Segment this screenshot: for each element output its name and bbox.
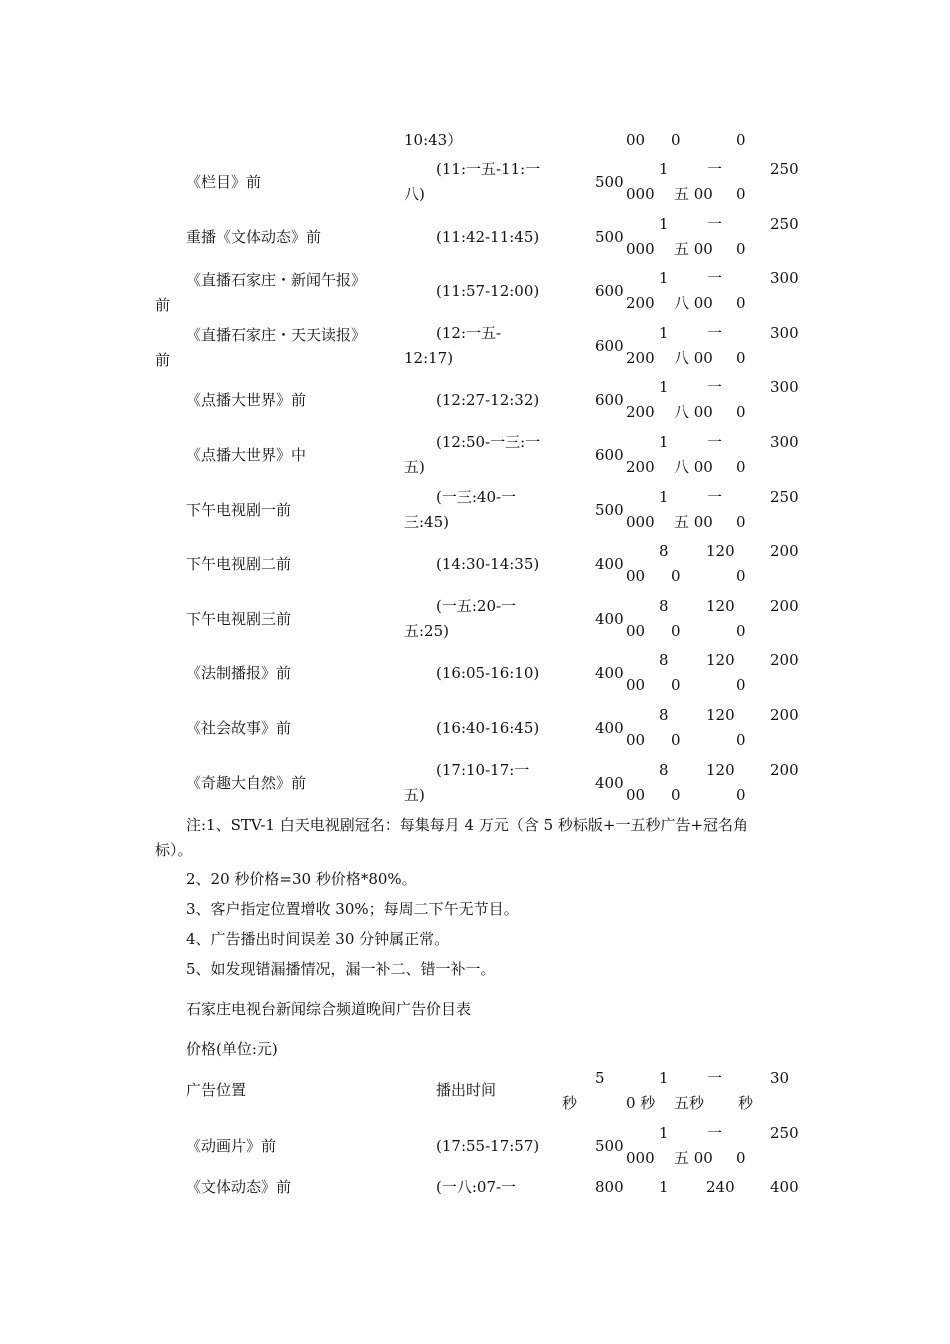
row-position: 《点播大世界》前 [186,391,307,409]
row-price-15s-top: 一 [707,324,723,342]
note-4: 4、广告播出时间误差 30 分钟属正常。 [186,930,450,948]
row-price-10s-top: 1 [659,215,669,233]
row-price-5s: 800 [595,1178,624,1196]
row-price-15s-bottom: 五 00 [674,513,713,531]
row-price-30s-top: 200 [770,542,799,560]
row-position: 下午电视剧一前 [186,501,292,519]
row-airtime: (17:55-17:57) [436,1137,540,1155]
row-airtime-cont: 五) [404,458,425,476]
row-price-5s: 600 [595,391,624,409]
row-price-30s-top: 250 [770,160,799,178]
row-airtime-cont: 五:25) [404,622,449,640]
row-airtime: (11:42-11:45) [436,228,540,246]
row-price-30s-bottom: 0 [736,1149,746,1167]
row-price-15s-bottom: 八 00 [674,403,713,421]
header-5s-top: 5 [595,1069,605,1087]
row-price-30s-bottom: 0 [736,185,746,203]
row-price-30s-top: 400 [770,1178,799,1196]
row-price-30s-top: 200 [770,706,799,724]
row-airtime: (11:一五-11:一 [436,160,541,178]
row-price-30s-top: 250 [770,1124,799,1142]
row-position-cont: 前 [155,296,171,314]
row-price-10s-top: 1 [659,433,669,451]
row-price-10s-bottom: 200 [626,458,655,476]
row-price-5s: 500 [595,501,624,519]
row-price-30s-top: 250 [770,215,799,233]
row-price-10s-top: 1 [659,378,669,396]
header-10s-bottom: 0 秒 [626,1094,656,1112]
row-price-5s: 400 [595,719,624,737]
row-price-30s-top: 250 [770,488,799,506]
row-price-15s-bottom: 五 00 [674,185,713,203]
row-price-15s-top: 一 [707,160,723,178]
row-price-5s: 600 [595,282,624,300]
row-position: 《直播石家庄・新闻午报》 [186,271,367,289]
price-unit: 价格(单位:元) [186,1040,278,1058]
header-5s-bottom: 秒 [562,1094,578,1112]
row-price-15s-bottom: 0 [671,567,681,585]
row-price-10s-bottom: 200 [626,403,655,421]
row-position: 《文体动态》前 [186,1178,292,1196]
row-position: 《点播大世界》中 [186,446,307,464]
row-airtime: (17:10-17:一 [436,761,530,779]
row-price-15s-top: 一 [707,215,723,233]
row-price-15s-top: 一 [707,1124,723,1142]
row-position: 《法制播报》前 [186,664,292,682]
continued-price-10s: 0 [671,131,681,149]
row-airtime-cont: 12:17) [404,349,454,367]
row-position: 《直播石家庄・天天读报》 [186,326,367,344]
row-price-10s-bottom: 200 [626,349,655,367]
row-price-15s-top: 一 [707,378,723,396]
row-price-30s-top: 300 [770,433,799,451]
row-price-10s-bottom: 00 [626,622,646,640]
row-price-5s: 400 [595,610,624,628]
header-15s-top: 一 [707,1069,723,1087]
row-airtime: (14:30-14:35) [436,555,540,573]
row-price-15s-top: 一 [707,433,723,451]
row-price-30s-top: 300 [770,324,799,342]
row-price-10s-top: 8 [659,706,669,724]
row-airtime-cont: 五) [404,786,425,804]
row-price-15s-bottom: 八 00 [674,349,713,367]
row-price-30s-top: 200 [770,761,799,779]
note-1-cont: 标）。 [155,841,193,859]
header-10s-top: 1 [659,1069,669,1087]
continued-price-5s: 00 [626,131,646,149]
row-price-10s-top: 1 [659,160,669,178]
row-price-30s-bottom: 0 [736,513,746,531]
row-price-10s-top: 1 [659,1178,669,1196]
header-30s-top: 30 [770,1069,790,1087]
row-price-10s-bottom: 00 [626,731,646,749]
note-5: 5、如发现错漏播情况，漏一补二、错一补一。 [186,960,496,978]
row-price-30s-bottom: 0 [736,294,746,312]
header-time: 播出时间 [436,1081,497,1099]
section-title: 石家庄电视台新闻综合频道晚间广告价目表 [186,1000,472,1018]
row-price-5s: 500 [595,228,624,246]
row-position: 下午电视剧二前 [186,555,292,573]
row-price-15s-top: 240 [706,1178,735,1196]
row-price-30s-bottom: 0 [736,622,746,640]
continued-price-30s: 0 [736,131,746,149]
note-2: 2、20 秒价格=30 秒价格*80%。 [186,870,417,888]
row-airtime: (12:27-12:32) [436,391,540,409]
row-airtime: (16:05-16:10) [436,664,540,682]
row-price-10s-top: 1 [659,488,669,506]
row-price-15s-top: 一 [707,488,723,506]
row-price-15s-bottom: 五 00 [674,1149,713,1167]
row-price-10s-top: 8 [659,651,669,669]
row-price-30s-bottom: 0 [736,403,746,421]
row-price-10s-bottom: 000 [626,185,655,203]
row-price-15s-bottom: 0 [671,676,681,694]
row-price-15s-top: 120 [706,706,735,724]
row-price-15s-top: 120 [706,597,735,615]
row-price-5s: 500 [595,173,624,191]
row-price-30s-bottom: 0 [736,731,746,749]
row-price-10s-top: 1 [659,324,669,342]
row-position: 《社会故事》前 [186,719,292,737]
row-price-10s-bottom: 000 [626,1149,655,1167]
row-price-5s: 500 [595,1137,624,1155]
row-price-30s-top: 200 [770,651,799,669]
row-position-cont: 前 [155,351,171,369]
row-price-15s-top: 120 [706,542,735,560]
row-price-30s-bottom: 0 [736,676,746,694]
row-airtime: (11:57-12:00) [436,282,540,300]
row-price-10s-bottom: 000 [626,240,655,258]
row-price-15s-bottom: 五 00 [674,240,713,258]
row-price-5s: 600 [595,446,624,464]
note-1: 注:1、STV-1 白天电视剧冠名：每集每月 4 万元（含 5 秒标版+一五秒广告+冠名角 [186,816,749,834]
row-airtime: (一五:20-一 [436,597,517,615]
row-price-30s-top: 300 [770,378,799,396]
row-price-10s-bottom: 00 [626,567,646,585]
row-price-10s-bottom: 00 [626,786,646,804]
row-price-10s-top: 8 [659,542,669,560]
row-price-5s: 400 [595,774,624,792]
row-price-30s-top: 300 [770,269,799,287]
row-price-10s-top: 8 [659,597,669,615]
row-price-10s-top: 8 [659,761,669,779]
note-3: 3、客户指定位置增收 30%；每周二下午无节目。 [186,900,519,918]
row-position: 《动画片》前 [186,1137,277,1155]
row-price-15s-top: 120 [706,761,735,779]
continued-time: 10:43） [404,131,463,149]
row-price-30s-bottom: 0 [736,349,746,367]
row-airtime: (12:一五- [436,324,502,342]
row-price-30s-top: 200 [770,597,799,615]
row-price-30s-bottom: 0 [736,786,746,804]
row-price-10s-top: 1 [659,1124,669,1142]
header-30s-bottom: 秒 [738,1094,754,1112]
row-price-5s: 400 [595,555,624,573]
row-price-10s-bottom: 200 [626,294,655,312]
row-price-15s-bottom: 0 [671,731,681,749]
row-airtime-cont: 八) [404,185,425,203]
row-airtime: (16:40-16:45) [436,719,540,737]
row-price-30s-bottom: 0 [736,458,746,476]
row-price-30s-bottom: 0 [736,567,746,585]
row-position: 《奇趣大自然》前 [186,774,307,792]
row-price-30s-bottom: 0 [736,240,746,258]
row-price-15s-bottom: 0 [671,786,681,804]
row-airtime: (一八:07-一 [436,1178,517,1196]
row-price-10s-top: 1 [659,269,669,287]
row-price-15s-top: 一 [707,269,723,287]
row-price-15s-bottom: 0 [671,622,681,640]
row-price-5s: 600 [595,337,624,355]
row-airtime: (12:50-一三:一 [436,433,541,451]
row-price-15s-bottom: 八 00 [674,294,713,312]
header-position: 广告位置 [186,1081,247,1099]
row-position: 《栏目》前 [186,173,262,191]
row-price-10s-bottom: 00 [626,676,646,694]
row-price-10s-bottom: 000 [626,513,655,531]
row-price-15s-bottom: 八 00 [674,458,713,476]
row-position: 重播《文体动态》前 [186,228,322,246]
row-airtime: (一三:40-一 [436,488,517,506]
row-position: 下午电视剧三前 [186,610,292,628]
row-price-5s: 400 [595,664,624,682]
row-price-15s-top: 120 [706,651,735,669]
row-airtime-cont: 三:45) [404,513,449,531]
header-15s-bottom: 五秒 [674,1094,705,1112]
